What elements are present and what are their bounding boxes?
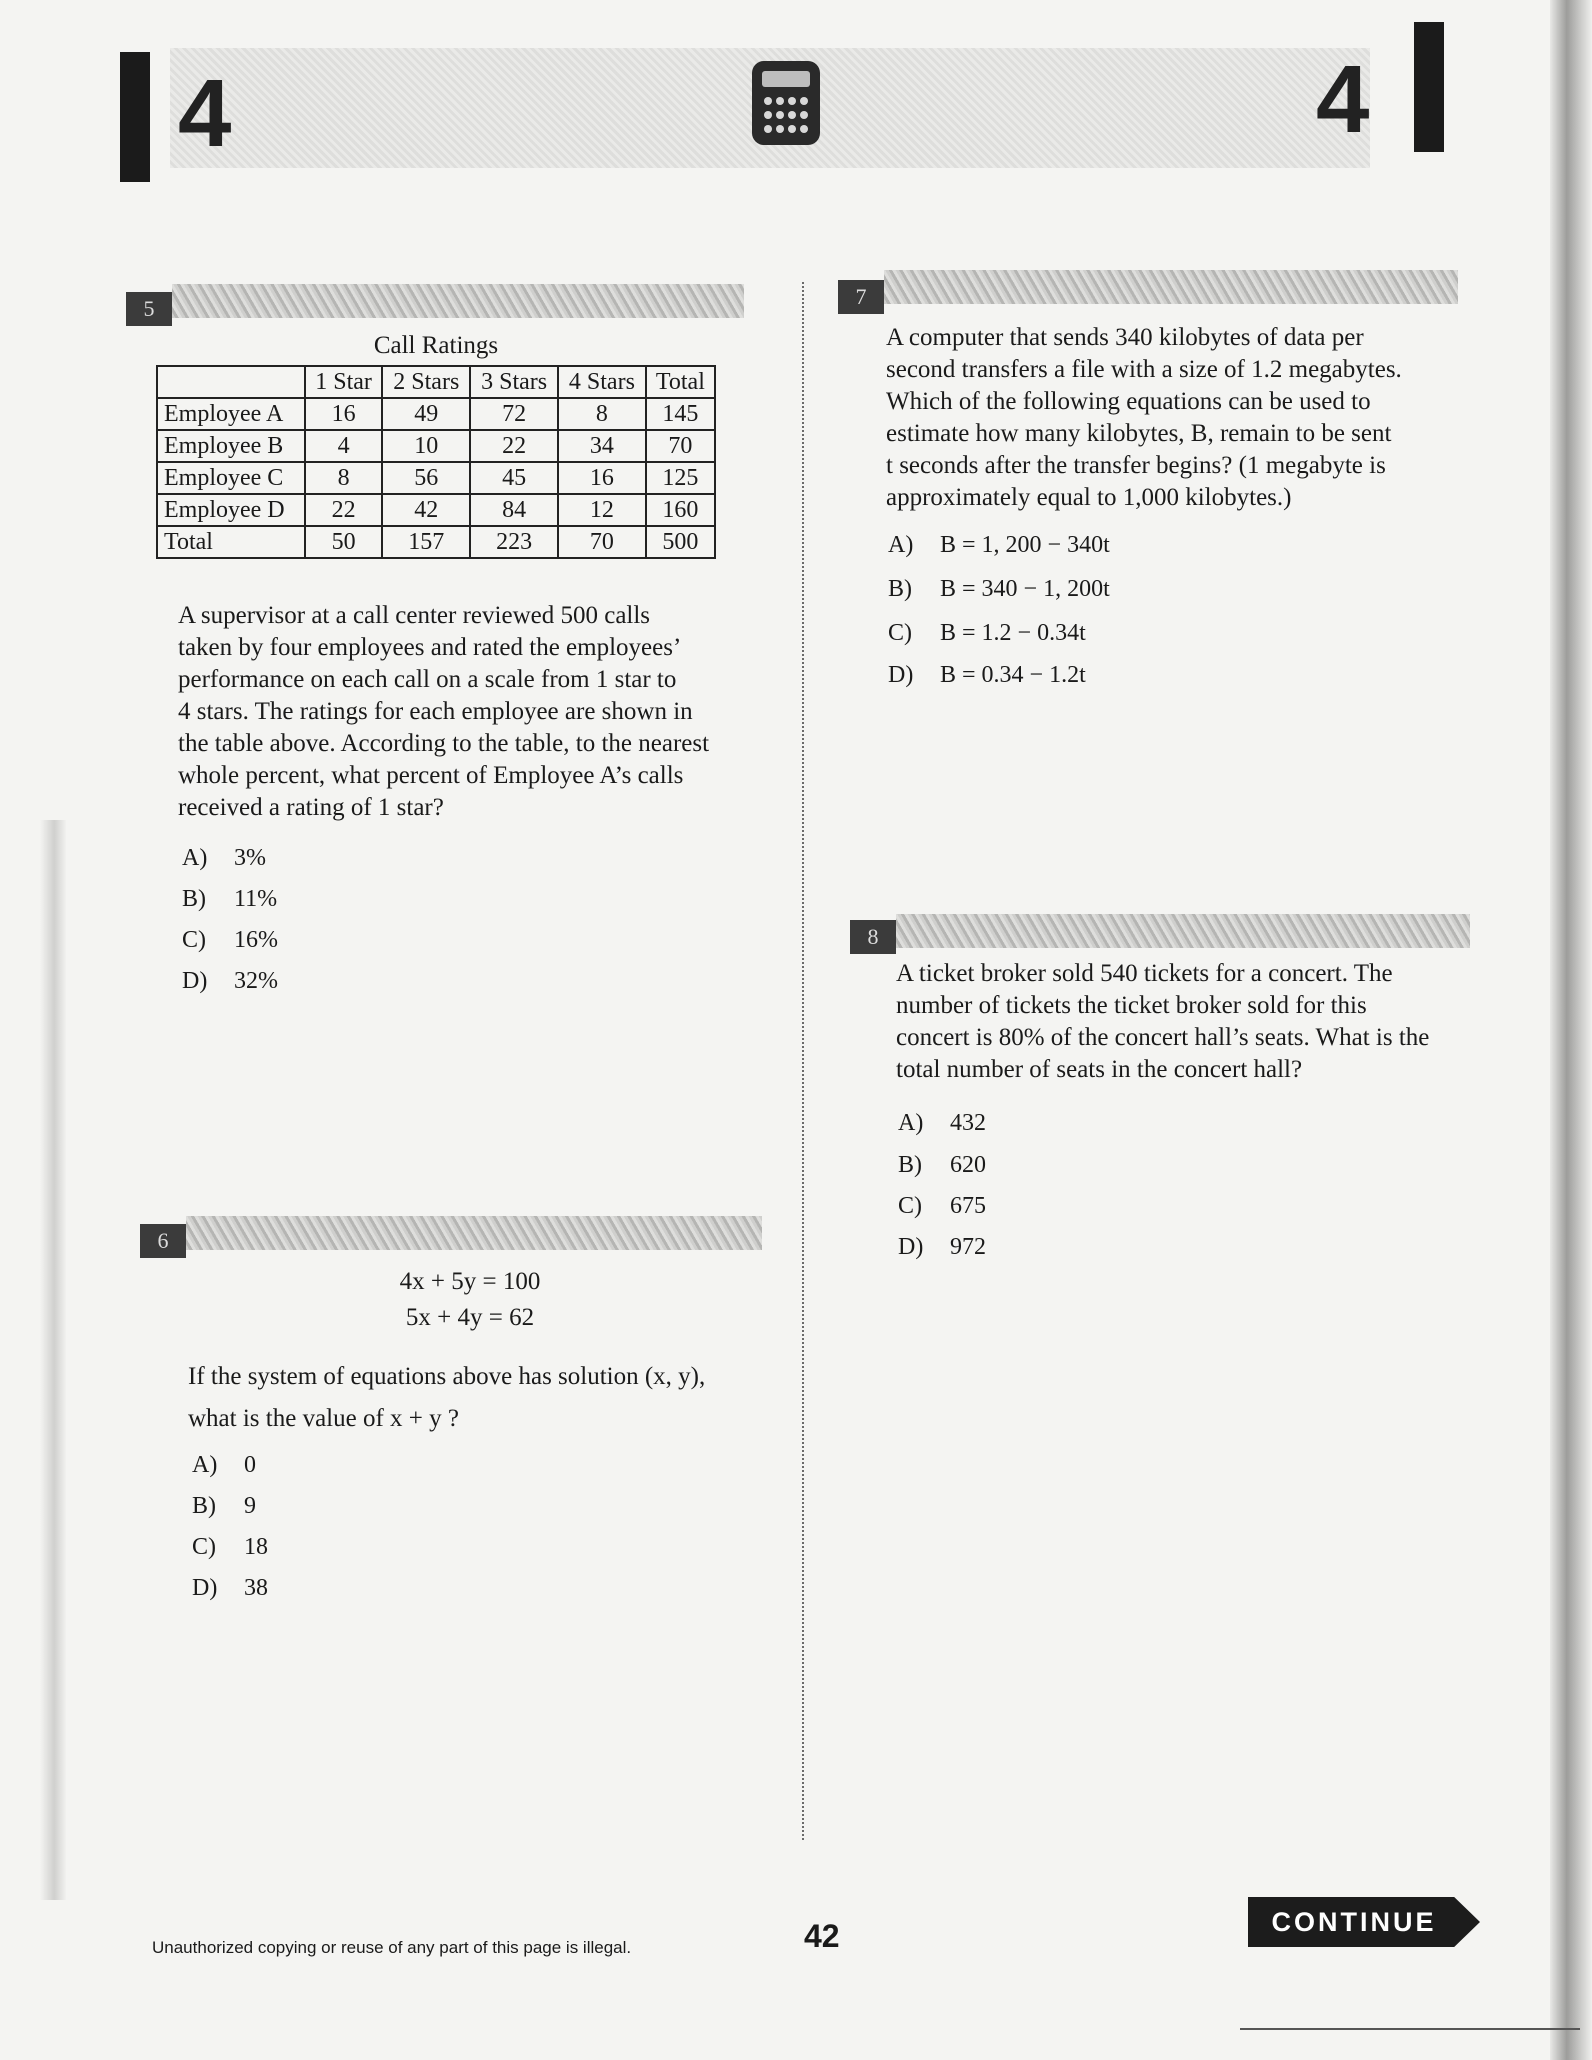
equation-1: 4x + 5y = 100 [399, 1268, 541, 1295]
calculator-icon [738, 55, 834, 151]
choice-5c[interactable] [182, 925, 278, 955]
table-cell: 34 [558, 430, 646, 462]
table-cell: Employee B [157, 430, 305, 462]
question-text-line: 4 stars. The ratings for each employee are shown in [178, 698, 693, 725]
table-header-cell: 3 Stars [470, 366, 558, 398]
choice-8c[interactable] [898, 1191, 986, 1221]
table-row [157, 526, 715, 558]
table-row [157, 494, 715, 526]
choice-5d[interactable] [182, 966, 278, 996]
choice-text: 9 [244, 1493, 256, 1519]
choice-letter: A) [182, 845, 208, 871]
choice-7a[interactable] [888, 530, 1110, 560]
choice-letter: C) [898, 1193, 922, 1219]
choice-text: 38 [244, 1575, 268, 1601]
scan-edge-right [1550, 0, 1592, 2060]
choice-letter: B) [888, 576, 912, 602]
table-header-cell: 4 Stars [558, 366, 646, 398]
choice-letter: B) [182, 886, 206, 912]
choice-6c[interactable] [192, 1532, 268, 1562]
choice-letter: A) [192, 1452, 218, 1478]
table-cell: Employee A [157, 398, 305, 430]
question-number-6: 6 [140, 1224, 186, 1258]
choice-7d[interactable] [888, 660, 1086, 690]
choice-letter: A) [888, 532, 914, 558]
table-cell: 4 [305, 430, 383, 462]
copyright-notice: Unauthorized copying or reuse of any part of this page is illegal. [152, 1938, 632, 1957]
table-cell: 50 [305, 526, 383, 558]
continue-label: CONTINUE [1271, 1907, 1437, 1937]
question-8-text [896, 958, 1516, 1086]
question-header-bar-8 [896, 914, 1470, 948]
question-text-line: Which of the following equations can be used to [886, 388, 1371, 415]
choice-text: 3% [234, 845, 266, 871]
section-number-right: 4 [1316, 46, 1370, 153]
equation-2: 5x + 4y = 62 [405, 1304, 535, 1331]
choice-text: 675 [950, 1193, 986, 1219]
table-header-row [157, 366, 715, 398]
question-text-line: what is the value of x + y ? [188, 1405, 459, 1432]
table-cell: 223 [470, 526, 558, 558]
table-cell: 22 [470, 430, 558, 462]
choice-8d[interactable] [898, 1232, 986, 1262]
question-text-line: number of tickets the ticket broker sold for this [896, 992, 1367, 1019]
choice-letter: A) [898, 1110, 924, 1136]
choice-text: 432 [950, 1110, 986, 1136]
choice-text: 972 [950, 1234, 986, 1260]
choice-letter: D) [888, 662, 914, 688]
table-cell: 8 [558, 398, 646, 430]
table-cell: 10 [382, 430, 470, 462]
table-cell: Employee D [157, 494, 305, 526]
choice-5b[interactable] [182, 884, 277, 914]
question-text-line: the table above. According to the table, to the nearest [178, 730, 710, 757]
question-7-text [886, 322, 1506, 514]
scan-edge-left [40, 820, 66, 1900]
question-header-bar-7 [884, 270, 1458, 304]
table-row [157, 430, 715, 462]
choice-6d[interactable] [192, 1573, 268, 1603]
question-text-line: estimate how many kilobytes, B, remain to be sent [886, 420, 1392, 447]
table-header-cell [157, 366, 305, 398]
question-text-line: concert is 80% of the concert hall’s seats. What is the [896, 1024, 1430, 1051]
table-cell: 22 [305, 494, 383, 526]
table-row [157, 398, 715, 430]
table-cell: 12 [558, 494, 646, 526]
question-number-7: 7 [838, 280, 884, 314]
choice-letter: D) [898, 1234, 924, 1260]
table-cell: 145 [646, 398, 715, 430]
question-text-line: whole percent, what percent of Employee A’s calls [178, 762, 684, 789]
table-cell: Total [157, 526, 305, 558]
table-cell: 84 [470, 494, 558, 526]
continue-button[interactable] [1248, 1897, 1480, 1947]
question-header-bar-5 [172, 284, 744, 318]
choice-text: B = 1, 200 − 340t [940, 532, 1110, 558]
table-header-cell: 1 Star [305, 366, 383, 398]
section-bar-right [1414, 22, 1444, 152]
question-text-line: approximately equal to 1,000 kilobytes.) [886, 484, 1292, 511]
choice-letter: C) [182, 927, 206, 953]
choice-text: 620 [950, 1152, 986, 1178]
question-number-8: 8 [850, 920, 896, 954]
column-divider [802, 282, 804, 1840]
table-cell: 49 [382, 398, 470, 430]
choice-letter: C) [192, 1534, 216, 1560]
question-text-line: A supervisor at a call center reviewed 500 calls [178, 602, 651, 629]
table-cell: 157 [382, 526, 470, 558]
choice-text: 18 [244, 1534, 268, 1560]
question-text-line: If the system of equations above has solution (x, y), [188, 1363, 706, 1390]
choice-6b[interactable] [192, 1491, 256, 1521]
question-text-line: performance on each call on a scale from 1 star to [178, 666, 677, 693]
choice-text: B = 0.34 − 1.2t [940, 662, 1086, 688]
choice-letter: B) [192, 1493, 216, 1519]
choice-text: 11% [234, 886, 278, 912]
table-caption: Call Ratings [373, 332, 499, 359]
table-cell: Employee C [157, 462, 305, 494]
question-text-line: total number of seats in the concert hall? [896, 1056, 1303, 1083]
question-text-line: taken by four employees and rated the employees’ [178, 634, 682, 661]
bottom-rule [1240, 2028, 1580, 2030]
question-text-line: second transfers a file with a size of 1.2 megabytes. [886, 356, 1402, 383]
table-cell: 500 [646, 526, 715, 558]
table-cell: 125 [646, 462, 715, 494]
question-text-line: A ticket broker sold 540 tickets for a concert. The [896, 960, 1393, 987]
choice-letter: D) [182, 968, 208, 994]
choice-6a[interactable] [192, 1450, 256, 1480]
table-header-cell: 2 Stars [382, 366, 470, 398]
choice-text: 32% [234, 968, 278, 994]
choice-8b[interactable] [898, 1150, 986, 1180]
question-5-text [178, 600, 778, 824]
choice-7b[interactable] [888, 574, 1110, 604]
choice-text: 0 [244, 1452, 256, 1478]
table-cell: 160 [646, 494, 715, 526]
table-cell: 45 [470, 462, 558, 494]
section-bar-left [120, 52, 150, 182]
table-cell: 16 [558, 462, 646, 494]
table-cell: 8 [305, 462, 383, 494]
choice-letter: D) [192, 1575, 218, 1601]
section-number-left: 4 [178, 60, 232, 167]
question-number-5: 5 [126, 292, 172, 326]
table-cell: 72 [470, 398, 558, 430]
table-cell: 56 [382, 462, 470, 494]
page-number: 42 [804, 1918, 840, 1954]
table-row [157, 462, 715, 494]
table-cell: 70 [646, 430, 715, 462]
table-header-cell: Total [646, 366, 715, 398]
choice-7c[interactable] [888, 618, 1086, 648]
question-text-line: received a rating of 1 star? [178, 794, 444, 821]
call-ratings-table [156, 365, 716, 559]
table-cell: 42 [382, 494, 470, 526]
choice-5a[interactable] [182, 843, 266, 873]
choice-8a[interactable] [898, 1108, 986, 1138]
question-text-line: t seconds after the transfer begins? (1 megabyte is [886, 452, 1386, 479]
question-text-line: A computer that sends 340 kilobytes of data per [886, 324, 1364, 351]
table-cell: 70 [558, 526, 646, 558]
table-cell: 16 [305, 398, 383, 430]
choice-text: B = 1.2 − 0.34t [940, 620, 1086, 646]
question-6-text [188, 1356, 788, 1440]
choice-letter: C) [888, 620, 912, 646]
choice-letter: B) [898, 1152, 922, 1178]
choice-text: B = 340 − 1, 200t [940, 576, 1110, 602]
question-header-bar-6 [186, 1216, 762, 1250]
choice-text: 16% [234, 927, 278, 953]
